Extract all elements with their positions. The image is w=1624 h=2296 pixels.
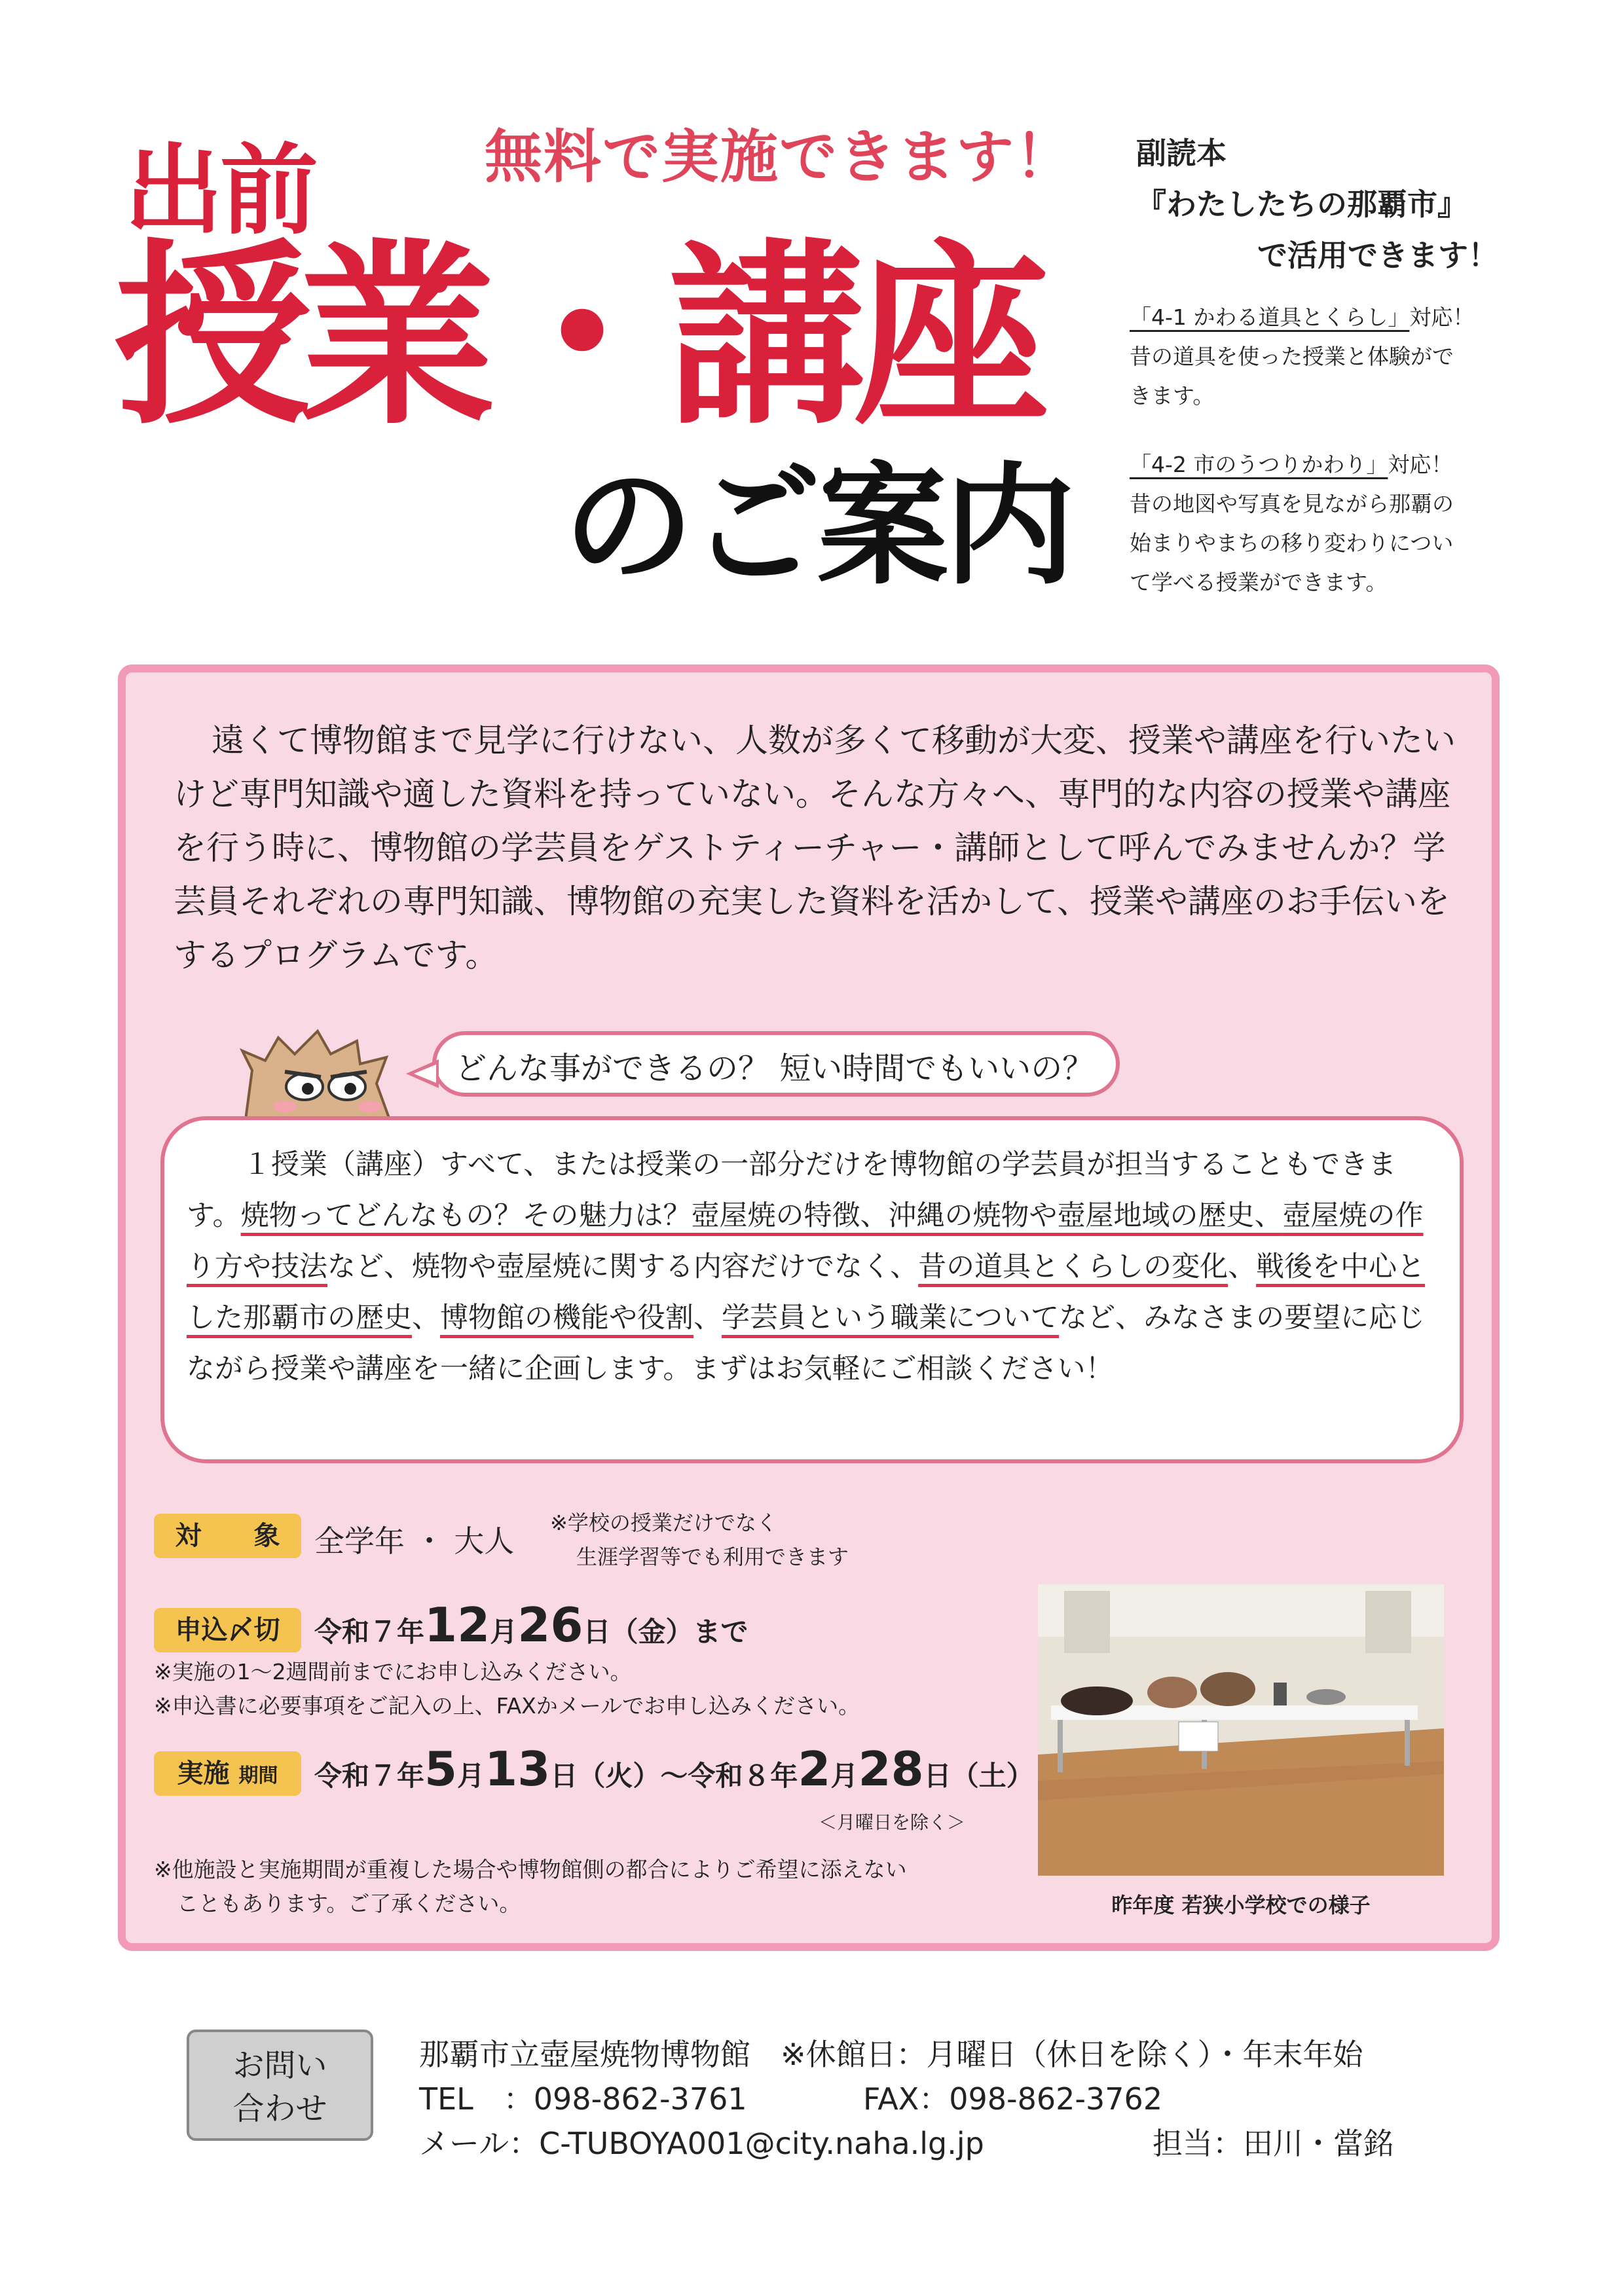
answer-topic-4: 戦後を中心とした那覇市の歴史 xyxy=(187,1250,1426,1334)
classroom-photo xyxy=(1038,1584,1444,1876)
reader-line-1: 副読本 xyxy=(1136,136,1227,171)
deadline-era: 令和７年 xyxy=(314,1616,425,1648)
answer-text xyxy=(187,1139,1444,1394)
disclaimer-line-2: こともあります。ご了承ください。 xyxy=(177,1891,521,1916)
deadline-month-unit: 月 xyxy=(490,1616,518,1648)
period-start-month: 5 xyxy=(424,1741,458,1796)
answer-topic-3: 昔の道具とくらしの変化 xyxy=(918,1250,1228,1283)
period-start-day-unit: 日 xyxy=(550,1760,578,1792)
closed-days: ※休館日：月曜日（休日を除く）・年末年始 xyxy=(781,2037,1363,2072)
reader-item-2-body-2: 始まりやまちの移り変わりについ xyxy=(1130,530,1454,556)
disclaimer-line-1: ※他施設と実施期間が重複した場合や博物館側の都合によりご希望に添えない xyxy=(154,1857,907,1882)
period-end-day: 28 xyxy=(858,1741,924,1796)
contact-org-line xyxy=(419,2031,1363,2074)
reader-item-1-body-2: きます。 xyxy=(1130,383,1215,409)
mascot-face-icon xyxy=(232,1025,403,1120)
intro-text xyxy=(174,714,1470,982)
period-label xyxy=(154,1751,301,1796)
answer-topic-2: 壺屋焼の作り方や技法 xyxy=(187,1199,1424,1283)
answer-topic-1: 焼物ってどんなもの？その魅力は？壺屋焼の特徴、沖縄の焼物や壺屋地域の歴史、 xyxy=(240,1199,1283,1232)
answer-part-5: 、 xyxy=(693,1302,722,1334)
deadline-note-1: ※実施の1～2週間前までにお申し込みください。 xyxy=(154,1659,632,1685)
reader-line-3: で活用できます！ xyxy=(1257,238,1498,273)
answer-topic-6: 学芸員という職業について xyxy=(722,1302,1060,1334)
reader-item-2-body-1: 昔の地図や写真を見ながら那覇の xyxy=(1130,491,1454,517)
contact-label-line-2: 合わせ xyxy=(232,2090,327,2127)
reader-item-2 xyxy=(1130,445,1454,602)
contact-mail[interactable]: メール：C-TUBOYA001@city.naha.lg.jp xyxy=(419,2126,984,2161)
answer-part-4: 、 xyxy=(412,1302,440,1334)
contact-fax: FAX：098-862-3762 xyxy=(863,2081,1163,2117)
deadline-date xyxy=(314,1597,748,1652)
reader-info xyxy=(1136,128,1498,281)
reader-item-2-tag: 「4-2 市のうつりかわり」 xyxy=(1130,452,1388,477)
reader-item-1-suffix: 対応！ xyxy=(1409,304,1475,330)
reader-item-2-suffix: 対応！ xyxy=(1388,452,1453,477)
deadline-month: 12 xyxy=(424,1597,490,1652)
free-banner: 無料で実施できます！ xyxy=(485,123,1075,191)
question-bubble-tail-inner xyxy=(414,1065,436,1083)
deadline-day-unit: 日 xyxy=(583,1616,611,1648)
contact-label-box xyxy=(187,2030,373,2141)
period-dates xyxy=(314,1741,1034,1796)
intro-paragraph: 遠くて博物館まで見学に行けない、人数が多くて移動が大変、授業や講座を行いたいけど専門知識や適した資料を持っていない。そんな方々へ、専門的な内容の授業や講座を行う時に、博物館の学芸員をゲストティーチャー・講師として呼んでみませんか？学芸員それぞれの専門知識、博物館の充実した資料を活かして、授業や講座のお手伝いをするプログラムです。 xyxy=(174,721,1456,974)
period-start-era: 令和７年 xyxy=(314,1760,425,1792)
reader-item-2-body-3: て学べる授業ができます。 xyxy=(1130,570,1388,595)
deadline-weekday: （金） xyxy=(610,1616,693,1648)
period-start-month-unit: 月 xyxy=(457,1760,485,1792)
contact-tel: TEL ：098-862-3761 xyxy=(419,2081,747,2117)
period-separator: ～ xyxy=(660,1760,688,1792)
deadline-label: 申込〆切 xyxy=(154,1608,301,1652)
reader-item-1-body-1: 昔の道具を使った授業と体験がで xyxy=(1130,344,1454,369)
reader-line-2: 『わたしたちの那覇市』 xyxy=(1136,187,1467,222)
period-end-day-unit: 日 xyxy=(923,1760,951,1792)
period-note: ＜月曜日を除く＞ xyxy=(819,1812,966,1833)
title-annai: のご案内 xyxy=(563,450,1072,603)
period-end-month: 2 xyxy=(798,1741,831,1796)
answer-part-2: など、焼物や壺屋焼に関する内容だけでなく、 xyxy=(327,1250,919,1283)
deadline-note-2: ※申込書に必要事項をご記入の上、FAXかメールでお申し込みください。 xyxy=(154,1693,860,1719)
question-text: どんな事ができるの？ 短い時間でもいいの？ xyxy=(455,1050,1094,1087)
answer-part-1: １授業（講座）すべて、または授業の一部分だけを博物館の学芸員が担当することもできます。 xyxy=(187,1148,1397,1232)
target-note-1: ※学校の授業だけでなく xyxy=(550,1510,777,1535)
title-main: 授業・講座 xyxy=(115,223,1038,451)
deadline-day: 26 xyxy=(517,1597,583,1652)
period-end-era: 令和８年 xyxy=(688,1760,798,1792)
reader-item-1 xyxy=(1130,298,1474,416)
period-label-main: 実施 xyxy=(177,1758,230,1789)
answer-topic-5: 博物館の機能や役割 xyxy=(440,1302,693,1334)
target-label: 対 象 xyxy=(154,1514,301,1558)
period-end-month-unit: 月 xyxy=(830,1760,858,1792)
period-start-day: 13 xyxy=(485,1741,551,1796)
title-demae: 出前 xyxy=(124,134,316,248)
target-note-2: 生涯学習等でも利用できます xyxy=(576,1544,849,1569)
period-start-weekday: （火） xyxy=(578,1760,661,1792)
target-value: 全学年 ・ 大人 xyxy=(314,1523,515,1559)
contact-label-line-1: お問い xyxy=(232,2047,327,2084)
photo-caption: 昨年度 若狭小学校での様子 xyxy=(1111,1893,1371,1918)
contact-staff: 担当：田川・當銘 xyxy=(1153,2126,1393,2161)
answer-part-6: など、みなさまの要望に応じながら授業や講座を一緒に企画します。まずはお気軽にご相談ください！ xyxy=(187,1302,1426,1385)
museum-name: 那覇市立壺屋焼物博物館 xyxy=(419,2037,750,2072)
reader-item-1-tag: 「4-1 かわる道具とくらし」 xyxy=(1130,304,1410,330)
answer-part-3: 、 xyxy=(1228,1250,1257,1283)
period-end-weekday: （土） xyxy=(951,1760,1034,1792)
period-label-sub: 期間 xyxy=(238,1764,278,1787)
deadline-suffix: まで xyxy=(693,1616,748,1648)
